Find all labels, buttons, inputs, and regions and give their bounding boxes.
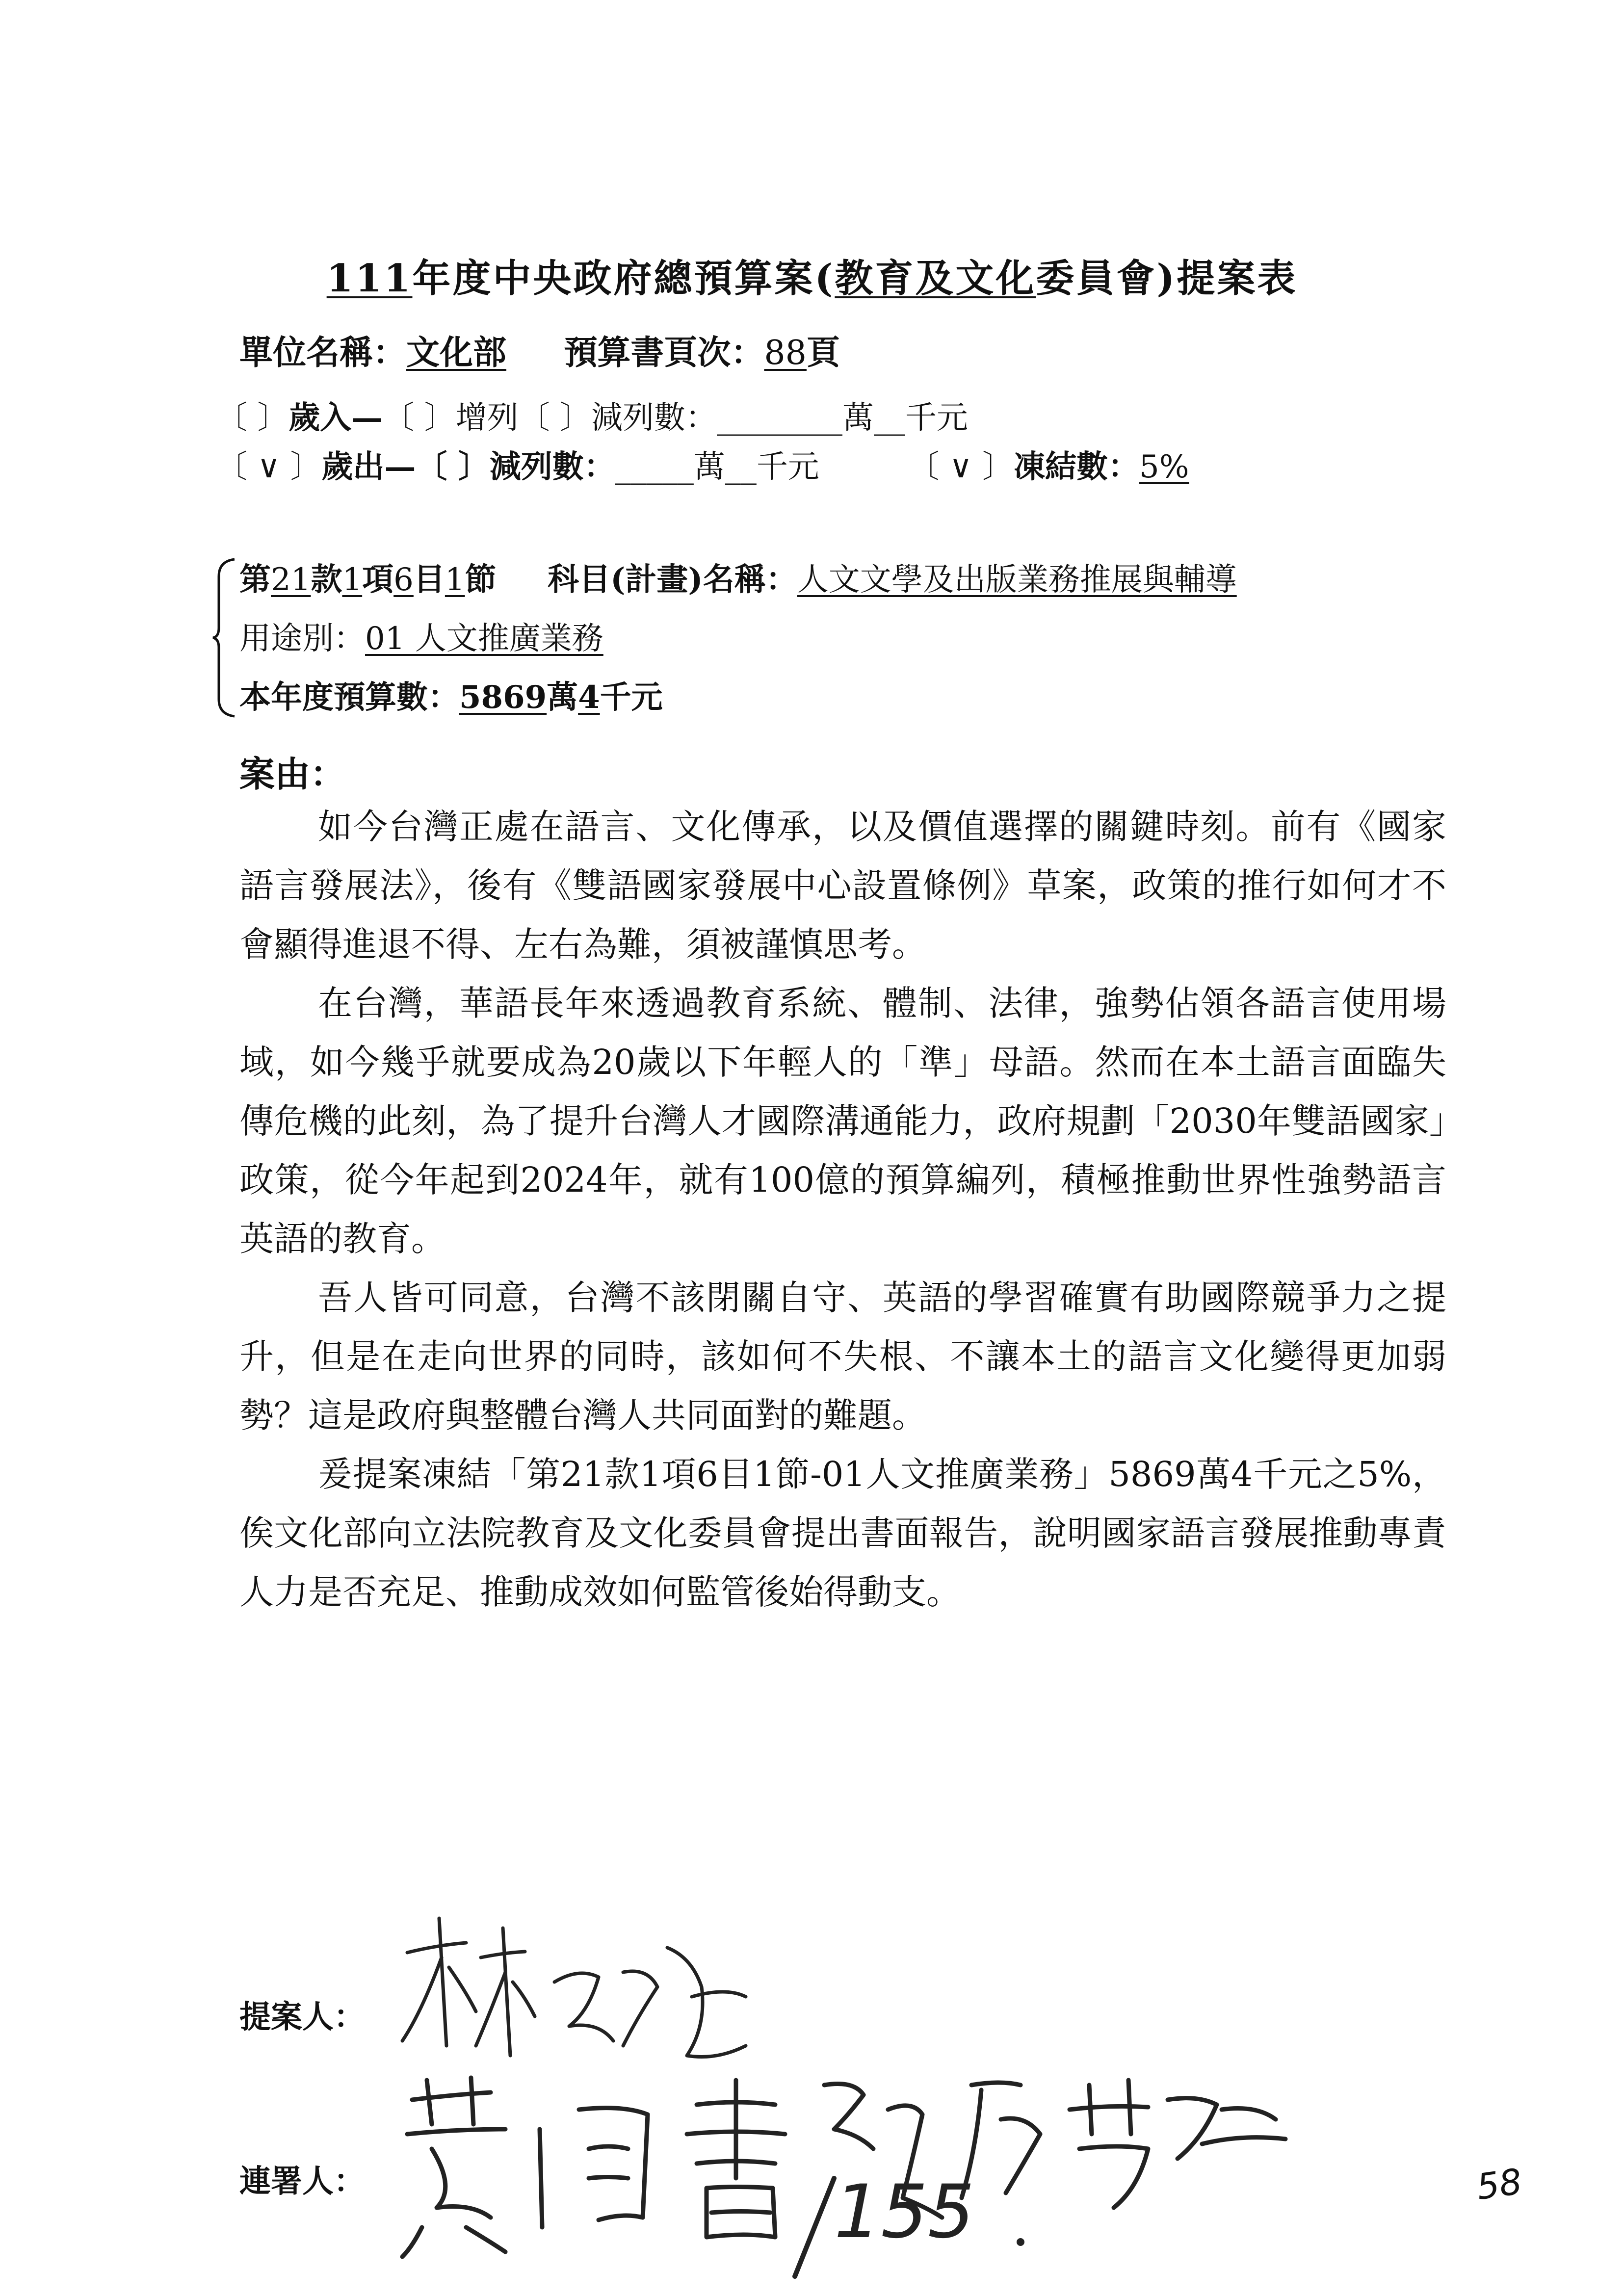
item-xiang: 1 bbox=[342, 562, 363, 598]
page-unit: 頁 bbox=[806, 333, 840, 372]
item-kuan: 21 bbox=[271, 562, 311, 598]
title-year: 111 bbox=[326, 256, 413, 301]
reason-body bbox=[239, 797, 1446, 1621]
use-line bbox=[239, 613, 603, 658]
reason-paragraph: 爰提案凍結「第21款1項6目1節-01人文推廣業務」5869萬4千元之5%，俟文化部向立法院教育及文化委員會提出書面報告，說明國家語言發展推動專責人力是否充足、推動成效如何監管後始得動支。 bbox=[239, 1454, 1446, 1612]
budget-qian-unit: 千元 bbox=[600, 679, 663, 716]
stamp-number: 155 bbox=[834, 2169, 975, 2255]
revenue-blank2: __ bbox=[874, 400, 906, 436]
page-title bbox=[0, 248, 1624, 303]
expense-cut: 〔 〕減列數： bbox=[416, 448, 615, 485]
item-line bbox=[239, 554, 1237, 600]
title-suffix: 委員會)提案表 bbox=[1036, 256, 1298, 301]
budget-wan: 5869 bbox=[459, 679, 547, 716]
unit-line bbox=[239, 326, 840, 374]
page-value: 88 bbox=[764, 334, 807, 372]
expense-unit1: 萬 bbox=[693, 449, 725, 485]
cosigner-label: 連署人： bbox=[239, 2163, 365, 2200]
revenue-line bbox=[216, 392, 968, 438]
revenue-label: 歲入— bbox=[288, 399, 383, 436]
budget-label: 本年度預算數： bbox=[239, 679, 459, 716]
title-prefix: 年度中央政府總預算案( bbox=[412, 256, 835, 301]
cosigner-signature bbox=[393, 2051, 1325, 2286]
subject-value: 人文文學及出版業務推展與輔導 bbox=[797, 562, 1237, 598]
budget-wan-unit: 萬 bbox=[547, 679, 578, 716]
unit-label: 單位名稱： bbox=[239, 333, 407, 372]
item-jie: 1 bbox=[445, 562, 465, 598]
revenue-blank: ________ bbox=[717, 400, 843, 436]
expense-label: 歲出— bbox=[321, 448, 416, 485]
freeze-label: 凍結數： bbox=[1014, 448, 1140, 485]
item-p2: 款 bbox=[311, 561, 342, 598]
use-value: 01 人文推廣業務 bbox=[365, 621, 603, 657]
freeze-box: 〔 ∨ 〕 bbox=[908, 449, 1014, 485]
page-label: 預算書頁次： bbox=[564, 333, 764, 372]
page-number: 58 bbox=[1474, 2161, 1525, 2208]
expense-unit2: 千元 bbox=[756, 449, 819, 485]
budget-line bbox=[239, 672, 663, 717]
revenue-cut: 〔 〕減列數： bbox=[518, 400, 717, 436]
expense-blank: _____ bbox=[615, 449, 694, 485]
revenue-box: 〔 〕 bbox=[216, 400, 289, 436]
item-mu: 6 bbox=[393, 562, 414, 598]
revenue-unit1: 萬 bbox=[842, 400, 874, 436]
budget-qian: 4 bbox=[578, 679, 600, 716]
item-brace bbox=[210, 554, 239, 721]
reason-paragraph: 吾人皆可同意，台灣不該閉關自守、英語的學習確實有助國際競爭力之提升，但是在走向世界的同時，該如何不失根、不讓本土的語言文化變得更加弱勢？這是政府與整體台灣人共同面對的難題。 bbox=[239, 1278, 1446, 1435]
reason-heading: 案由： bbox=[239, 753, 346, 795]
use-label: 用途別： bbox=[239, 621, 365, 657]
item-p1: 第 bbox=[239, 561, 271, 598]
proposer-label: 提案人： bbox=[239, 1999, 365, 2035]
expense-blank2: __ bbox=[725, 449, 757, 485]
unit-value: 文化部 bbox=[406, 333, 507, 372]
expense-box: 〔 ∨ 〕 bbox=[216, 449, 322, 485]
item-p5: 節 bbox=[465, 561, 497, 598]
freeze-value: 5% bbox=[1139, 449, 1189, 485]
reason-paragraph: 如今台灣正處在語言、文化傳承，以及價值選擇的關鍵時刻。前有《國家語言發展法》，後有《雙語國家發展中心設置條例》草案，政策的推行如何才不會顯得進退不得、左右為難，須被謹慎思考。 bbox=[239, 807, 1446, 965]
revenue-unit2: 千元 bbox=[905, 400, 969, 436]
reason-paragraph: 在台灣，華語長年來透過教育系統、體制、法律，強勢佔領各語言使用場域，如今幾乎就要成為20歲以下年輕人的「準」母語。然而在本土語言面臨失傳危機的此刻，為了提升台灣人才國際溝通能力，政府規劃「2030年雙語國家」政策，從今年起到2024年，就有100億的預算編列，積極推動世界性強勢語言英語的教育。 bbox=[239, 983, 1446, 1259]
item-p4: 目 bbox=[413, 561, 445, 598]
expense-line bbox=[216, 442, 1189, 487]
title-committee: 教育及文化 bbox=[835, 256, 1036, 301]
item-p3: 項 bbox=[362, 561, 394, 598]
subject-label: 科目(計畫)名稱： bbox=[548, 561, 797, 598]
revenue-add: 〔 〕增列 bbox=[383, 400, 519, 436]
